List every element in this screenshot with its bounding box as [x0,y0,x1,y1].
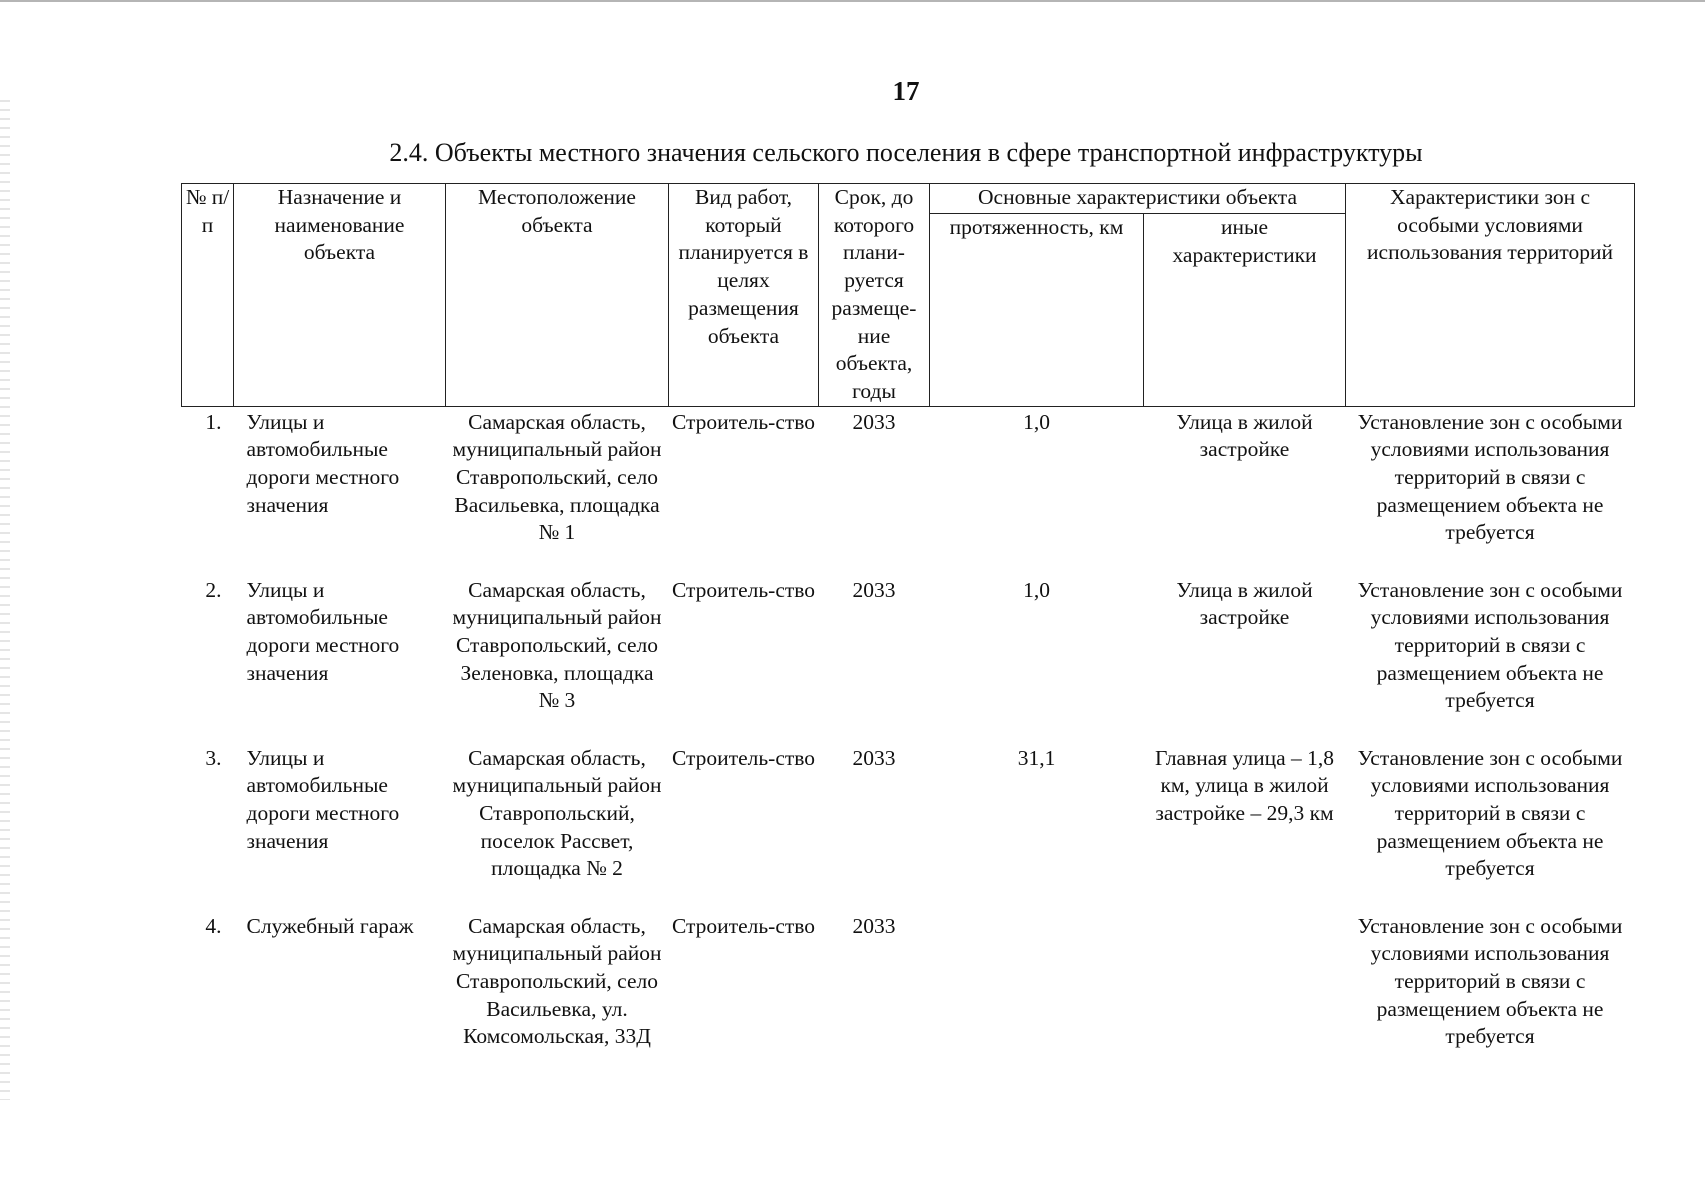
row-zones: Установление зон с особыми условиями использования территорий в связи с размещением объекта не требуется [1357,913,1623,1049]
table-row [182,406,1635,577]
row-num: 3. [205,745,222,770]
row-num: 2. [205,577,222,602]
row-work-type: Строитель-ство [671,745,816,770]
scan-edge-left [0,100,10,1100]
row-name: Улицы и автомобильные дороги местного значения [246,745,400,853]
row-other: Улица в жилой застройке [1176,577,1313,630]
row-location: Самарская область, муниципальный район Ставропольский, село Васильевка, ул. Комсомольская, 33Д [452,913,662,1049]
row-zones: Установление зон с особыми условиями использования территорий в связи с размещением объекта не требуется [1357,745,1623,881]
header-num: № п/п [182,184,234,407]
row-num: 1. [205,409,222,434]
row-location: Самарская область, муниципальный район Ставропольский, село Васильевка, площадка № 1 [452,409,662,545]
section-title: 2.4. Объекты местного значения сельского поселения в сфере транспортной инфраструктуры [389,138,1423,167]
scan-edge-top [0,0,1705,2]
row-zones: Установление зон с особыми условиями использования территорий в связи с размещением объекта не требуется [1357,577,1623,713]
table-header [182,184,1635,407]
header-term: Срок, до которого плани-руется размеще-ние объекта, годы [819,184,930,407]
header-name: Назначение и наименование объекта [234,184,446,407]
row-length: 1,0 [1023,409,1050,434]
row-location: Самарская область, муниципальный район Ставропольский, поселок Рассвет, площадка № 2 [452,745,662,881]
header-other-characteristics: иные характеристики [1144,214,1346,406]
header-location: Местоположение объекта [446,184,669,407]
row-zones: Установление зон с особыми условиями использования территорий в связи с размещением объекта не требуется [1357,409,1623,545]
table-body [182,406,1635,1081]
row-work-type: Строитель-ство [671,913,816,938]
row-other [1144,913,1346,1081]
row-term: 2033 [852,913,896,938]
header-zones: Характеристики зон с особыми условиями использования территорий [1346,184,1635,407]
header-length: протяженность, км [930,214,1144,406]
row-name: Служебный гараж [246,913,414,938]
row-work-type: Строитель-ство [671,409,816,434]
row-term: 2033 [852,577,896,602]
row-location: Самарская область, муниципальный район Ставропольский, село Зеленовка, площадка № 3 [452,577,662,713]
row-work-type: Строитель-ство [671,577,816,602]
row-term: 2033 [852,409,896,434]
row-name: Улицы и автомобильные дороги местного значения [246,409,400,517]
row-term: 2033 [852,745,896,770]
table-row [182,913,1635,1081]
table-row [182,577,1635,745]
row-num: 4. [205,913,222,938]
row-length [930,913,1144,1081]
row-other: Главная улица – 1,8 км, улица в жилой застройке – 29,3 км [1155,745,1335,826]
row-length: 31,1 [1017,745,1056,770]
row-other: Улица в жилой застройке [1176,409,1313,462]
row-length: 1,0 [1023,577,1050,602]
header-main-characteristics: Основные характеристики объекта [930,184,1346,214]
table-row [182,745,1635,913]
page-number: 17 [892,76,920,106]
header-work-type: Вид работ, который планируется в целях размещения объекта [669,184,819,407]
objects-table [181,183,1635,1081]
row-name: Улицы и автомобильные дороги местного значения [246,577,400,685]
